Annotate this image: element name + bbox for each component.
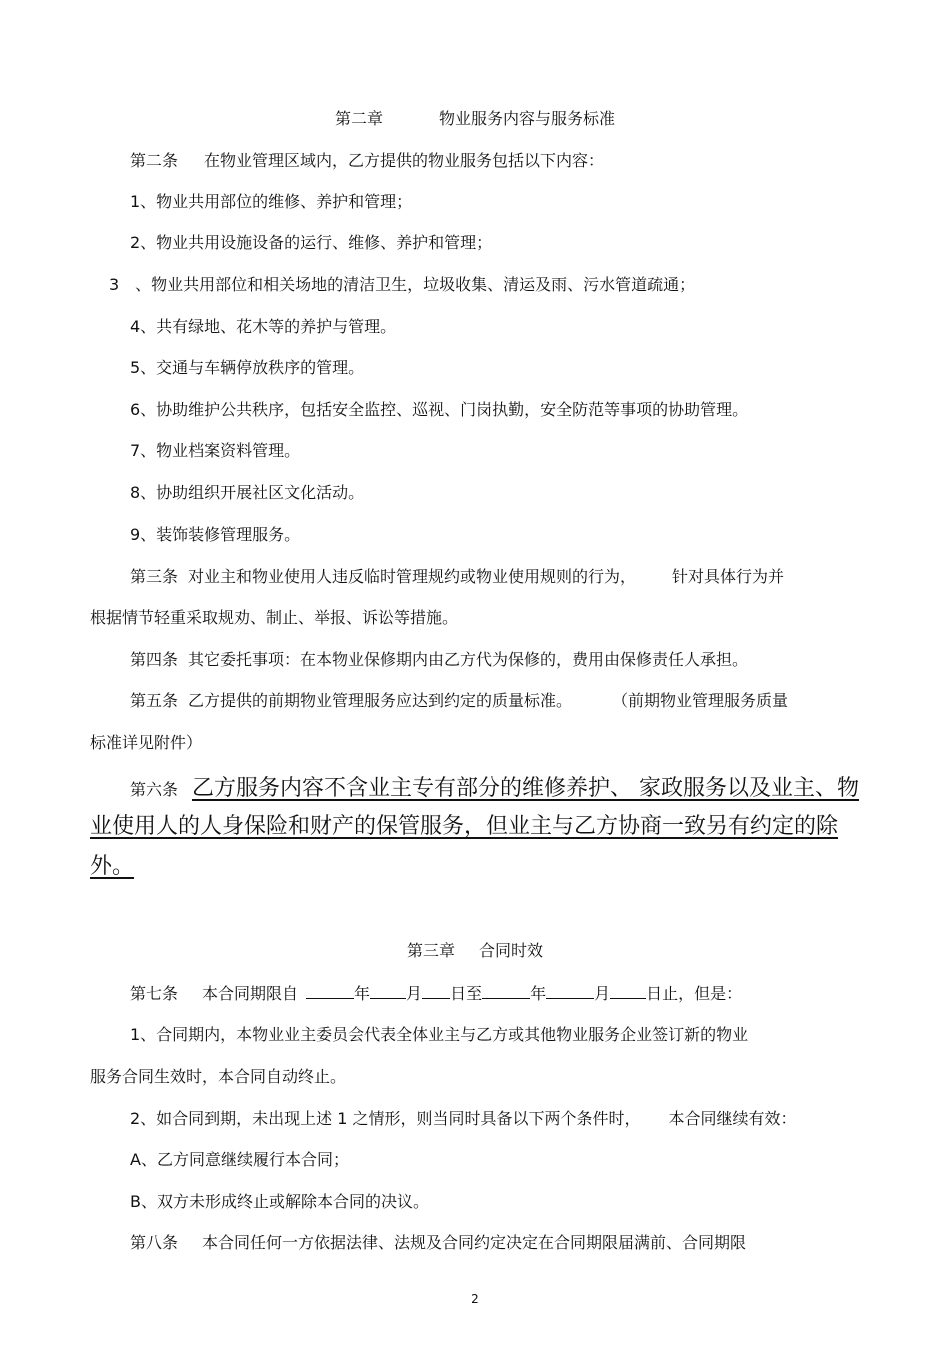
- condition-a: A、乙方同意继续履行本合同；: [130, 1150, 349, 1169]
- article-3-cont: 根据情节轻重采取规劝、制止、举报、诉讼等措施。: [90, 608, 459, 627]
- end-month-blank[interactable]: [546, 982, 594, 999]
- article-text-underlined: 乙方服务内容不含业主专有部分的维修养护、 家政服务以及业主、物: [192, 776, 860, 801]
- article-8: [130, 1232, 746, 1254]
- chapter-label: 第二章: [334, 109, 383, 128]
- end-day-label: 日止，但是：: [646, 984, 743, 1003]
- end-year-blank[interactable]: [482, 982, 530, 999]
- article-label: 第三条: [130, 567, 179, 586]
- article-text: 本合同期限自: [202, 984, 299, 1003]
- chapter-2-heading: [0, 108, 950, 130]
- page-number: 2: [471, 1292, 479, 1306]
- article-text: 其它委托事项：在本物业保修期内由乙方代为保修的，费用由保修责任人承担。: [188, 650, 749, 669]
- list-item: 7、物业档案资料管理。: [130, 441, 301, 460]
- list-item: 3 、物业共用部位和相关场地的清洁卫生，垃圾收集、清运及雨、污水管道疏通；: [109, 275, 696, 294]
- year-label: 年: [354, 984, 371, 1003]
- article-7-item-2: [130, 1108, 797, 1130]
- list-item: 5、交通与车辆停放秩序的管理。: [130, 358, 365, 377]
- article-5-cont: 标准详见附件）: [90, 733, 203, 752]
- list-item: 1、物业共用部位的维修、养护和管理；: [130, 192, 413, 211]
- article-label: 第二条: [130, 151, 179, 170]
- chapter-label: 第三章: [406, 941, 455, 960]
- chapter-title: 合同时效: [479, 941, 544, 960]
- list-item: 4、共有绿地、花木等的养护与管理。: [130, 317, 397, 336]
- condition-b: B、双方未形成终止或解除本合同的决议。: [130, 1192, 429, 1211]
- article-text: 乙方提供的前期物业管理服务应达到约定的质量标准。: [188, 691, 573, 710]
- article-text-cont: 针对具体行为并: [672, 567, 785, 586]
- article-label: 第六条: [130, 780, 179, 799]
- article-label: 第七条: [130, 984, 179, 1003]
- item-text-cont: 本合同继续有效：: [668, 1109, 797, 1128]
- month-label: 月: [406, 984, 423, 1003]
- chapter-title: 物业服务内容与服务标准: [439, 109, 616, 128]
- article-7-item-1-cont: 服务合同生效时，本合同自动终止。: [90, 1067, 347, 1086]
- article-text: 在物业管理区域内，乙方提供的物业服务包括以下内容：: [204, 151, 605, 170]
- article-label: 第四条: [130, 650, 179, 669]
- day-blank[interactable]: [422, 982, 450, 999]
- article-7: [130, 982, 742, 1005]
- item-text: 2、如合同到期，未出现上述 1 之情形，则当同时具备以下两个条件时，: [130, 1109, 641, 1128]
- article-5: [130, 690, 788, 712]
- article-text-cont: （前期物业管理服务质量: [612, 691, 789, 710]
- list-item: 9、装饰装修管理服务。: [130, 525, 301, 544]
- article-7-item-1: 1、合同期内，本物业业主委员会代表全体业主与乙方或其他物业服务企业签订新的物业: [130, 1025, 749, 1044]
- article-6-line3: 外。: [90, 854, 135, 879]
- list-item: 2、物业共用设施设备的运行、维修、养护和管理；: [130, 233, 493, 252]
- article-text: 本合同任何一方依据法律、法规及合同约定决定在合同期限届满前、合同期限: [202, 1233, 747, 1252]
- article-label: 第八条: [130, 1233, 179, 1252]
- list-item: 8、协助组织开展社区文化活动。: [130, 483, 365, 502]
- day-label: 日至: [450, 984, 483, 1003]
- chapter-3-heading: [0, 940, 950, 962]
- month-blank[interactable]: [370, 982, 406, 999]
- article-6-line2: 业使用人的人身保险和财产的保管服务，但业主与乙方协商一致另有约定的除: [90, 814, 839, 839]
- end-month-label: 月: [594, 984, 611, 1003]
- article-text: 对业主和物业使用人违反临时管理规约或物业使用规则的行为，: [188, 567, 637, 586]
- article-4: [130, 649, 748, 671]
- article-2: [130, 150, 604, 172]
- article-3: [130, 566, 784, 588]
- article-label: 第五条: [130, 691, 179, 710]
- end-day-blank[interactable]: [610, 982, 646, 999]
- year-blank[interactable]: [306, 982, 354, 999]
- end-year-label: 年: [530, 984, 547, 1003]
- list-item: 6、协助维护公共秩序，包括安全监控、巡视、门岗执勤，安全防范等事项的协助管理。: [130, 400, 749, 419]
- article-6: [130, 774, 859, 804]
